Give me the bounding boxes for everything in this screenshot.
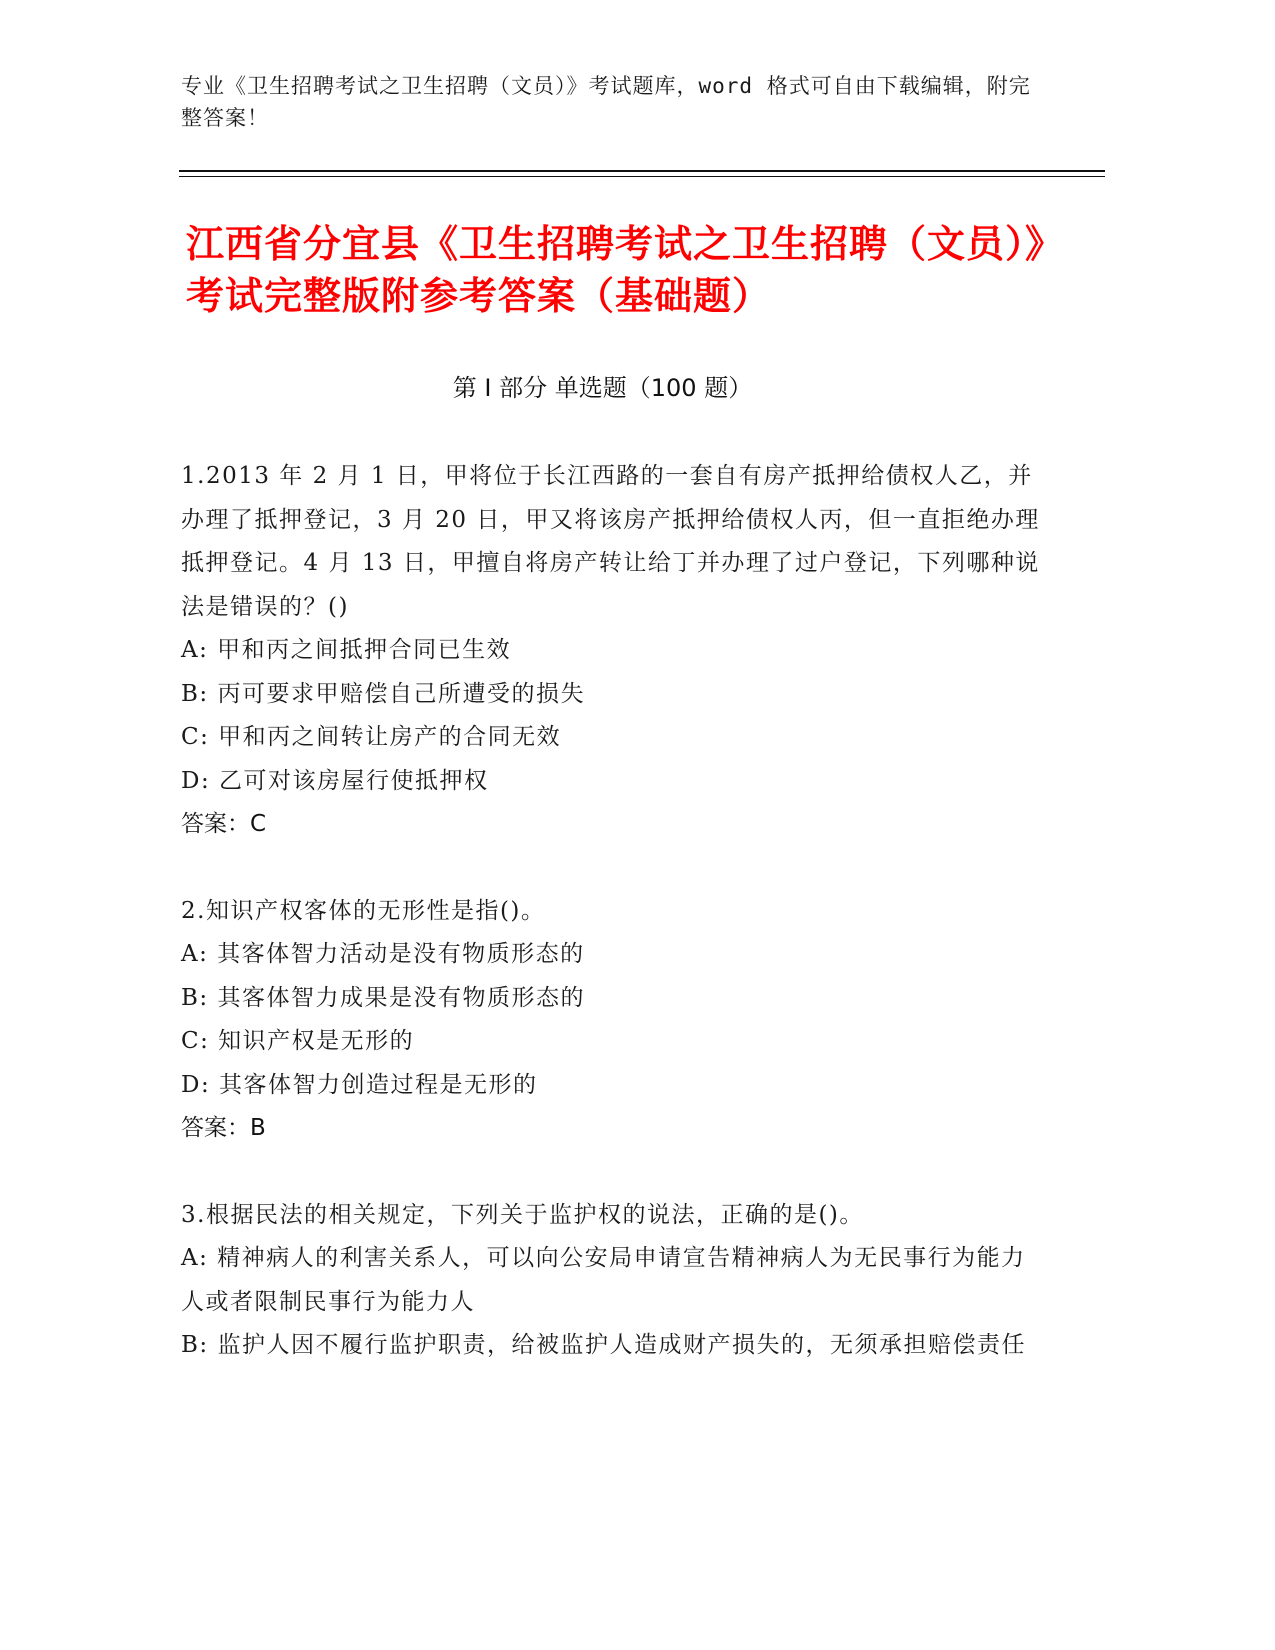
answer-label: 答案：B — [181, 1115, 266, 1141]
question-text: 3.根据民法的相关规定，下列关于监护权的说法，正确的是()。 — [181, 1201, 864, 1228]
question-text: 2.知识产权客体的无形性是指()。 — [181, 897, 546, 924]
option-a: A: 其客体智力活动是没有物质形态的 — [181, 941, 585, 967]
option-c: C: 甲和丙之间转让房产的合同无效 — [181, 724, 562, 750]
header-divider-thin — [179, 176, 1105, 177]
question-2 — [181, 890, 1041, 1151]
option-a: A: 甲和丙之间抵押合同已生效 — [181, 637, 512, 663]
question-text: 1.2013 年 2 月 1 日，甲将位于长江西路的一套自有房产抵押给债权人乙，并办理了抵押登记，3 月 20 日，甲又将该房产抵押给债权人丙，但一直拒绝办理抵押登记。4 月 13 日，甲擅自将房产转让给丁并办理了过户登记，下列哪种说法是错误的？() — [181, 463, 1040, 620]
option-a: A: 精神病人的利害关系人，可以向公安局申请宣告精神病人为无民事行为能力人或者限制民事行为能力人 — [181, 1245, 1026, 1315]
option-b: B: 丙可要求甲赔偿自己所遭受的损失 — [181, 680, 585, 707]
option-b: B: 其客体智力成果是没有物质形态的 — [181, 984, 585, 1011]
option-c: C: 知识产权是无形的 — [181, 1028, 415, 1054]
option-d: D: 其客体智力创造过程是无形的 — [181, 1071, 538, 1098]
answer-label: 答案：C — [181, 811, 267, 837]
option-d: D: 乙可对该房屋行使抵押权 — [181, 767, 489, 794]
header-note: 专业《卫生招聘考试之卫生招聘（文员）》考试题库，word 格式可自由下载编辑，附完整答案！ — [181, 74, 1031, 130]
question-1 — [181, 455, 1041, 847]
option-b: B: 监护人因不履行监护职责，给被监护人造成财产损失的，无须承担赔偿责任 — [181, 1332, 1026, 1358]
header-divider-thick — [179, 170, 1105, 172]
document-title: 江西省分宜县《卫生招聘考试之卫生招聘（文员）》考试完整版附参考答案（基础题） — [186, 222, 1046, 318]
question-3 — [181, 1194, 1041, 1368]
section-heading: 第 I 部分 单选题（100 题） — [452, 374, 753, 402]
question-list — [181, 455, 1041, 1411]
